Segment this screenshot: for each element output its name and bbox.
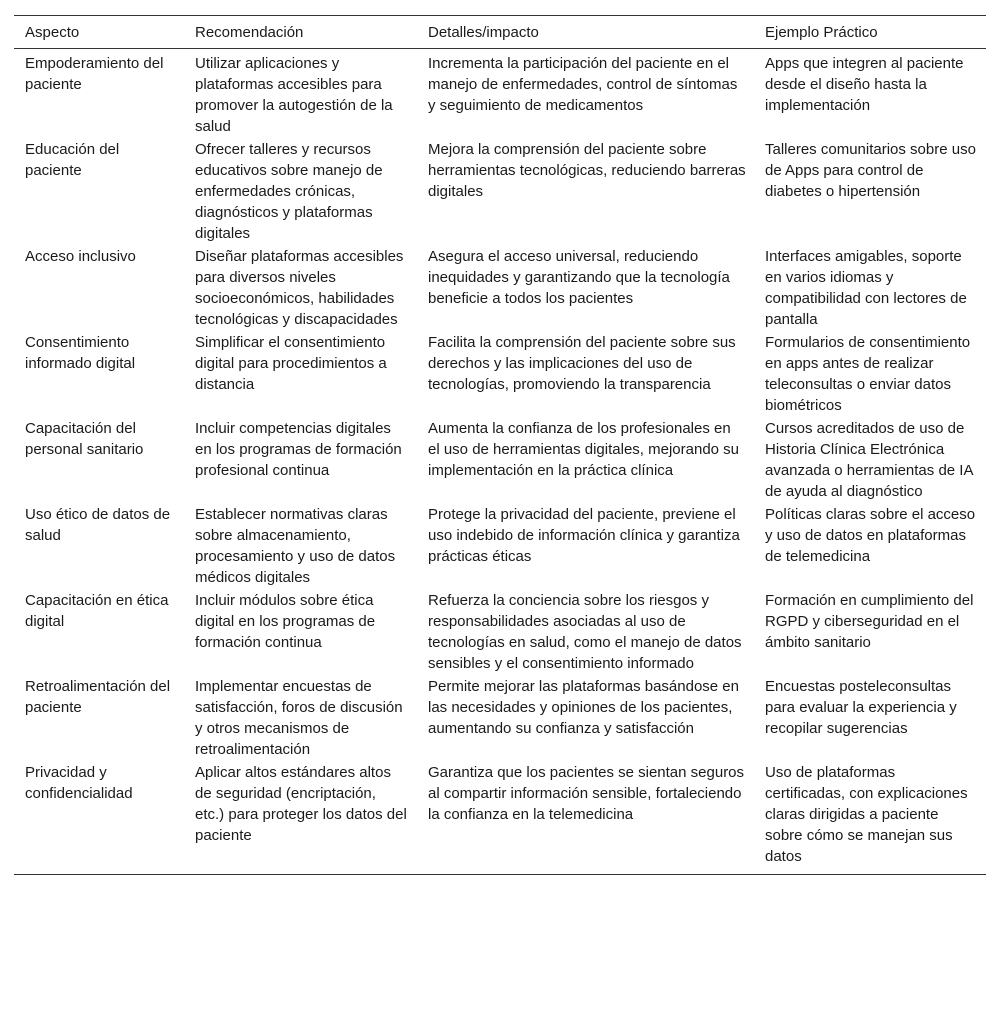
cell-aspecto: Capacitación en ética digital: [25, 592, 169, 630]
cell-ejemplo: Cursos acreditados de uso de Historia Clínica Electrónica avanzada o herramientas de IA de ayuda al diagnóstico: [765, 420, 973, 500]
cell-detalles: Permite mejorar las plataformas basándose en las necesidades y opiniones de los pacientes, aumentando su confianza y satisfacción: [428, 678, 739, 737]
header-aspecto: Aspecto: [14, 16, 184, 49]
header-row: [14, 16, 986, 49]
cell-recomendacion: Establecer normativas claras sobre almacenamiento, procesamiento y uso de datos médicos digitales: [195, 506, 396, 586]
cell-detalles: Aumenta la confianza de los profesionales en el uso de herramientas digitales, mejorando su implementación en la práctica clínica: [428, 420, 740, 479]
cell-recomendacion: Implementar encuestas de satisfacción, foros de discusión y otros mecanismos de retroalimentación: [195, 678, 403, 758]
cell-aspecto: Privacidad y confidencialidad: [14, 761, 184, 875]
table-row: [14, 675, 986, 761]
cell-detalles: Mejora la comprensión del paciente sobre herramientas tecnológicas, reduciendo barreras digitales: [428, 141, 746, 200]
cell-detalles: Protege la privacidad del paciente, previene el uso indebido de información clínica y garantiza prácticas éticas: [428, 506, 740, 565]
cell-aspecto: Acceso inclusivo: [25, 248, 136, 265]
table-row: [14, 761, 986, 875]
table-row: [14, 503, 986, 589]
cell-ejemplo: Formularios de consentimiento en apps antes de realizar teleconsultas o enviar datos biométricos: [765, 334, 971, 414]
cell-ejemplo: Interfaces amigables, soporte en varios idiomas y compatibilidad con lectores de pantalla: [765, 248, 967, 328]
cell-recomendacion: Incluir módulos sobre ética digital en los programas de formación continua: [195, 592, 376, 651]
cell-aspecto: Educación del paciente: [25, 141, 120, 179]
recommendations-table: [14, 15, 986, 875]
cell-recomendacion: Simplificar el consentimiento digital para procedimientos a distancia: [195, 334, 387, 393]
cell-aspecto: Capacitación del personal sanitario: [25, 420, 144, 458]
table-row: [14, 331, 986, 417]
cell-detalles: Garantiza que los pacientes se sientan seguros al compartir información sensible, fortaleciendo la confianza en la telemedicina: [417, 761, 754, 875]
cell-ejemplo: Talleres comunitarios sobre uso de Apps para control de diabetes o hipertensión: [765, 141, 976, 200]
cell-recomendacion: Ofrecer talleres y recursos educativos sobre manejo de enfermedades crónicas, diagnósticos y plataformas digitales: [195, 141, 383, 242]
table-header: [14, 16, 986, 49]
cell-ejemplo: Apps que integren al paciente desde el diseño hasta la implementación: [765, 55, 964, 114]
cell-detalles: Asegura el acceso universal, reduciendo inequidades y garantizando que la tecnología beneficie a todos los pacientes: [428, 248, 730, 307]
header-recomendacion: Recomendación: [184, 16, 417, 49]
cell-aspecto: Consentimiento informado digital: [25, 334, 136, 372]
table-row: [14, 245, 986, 331]
header-ejemplo: Ejemplo Práctico: [754, 16, 986, 49]
cell-aspecto: Empoderamiento del paciente: [25, 55, 164, 93]
cell-aspecto: Retroalimentación del paciente: [25, 678, 171, 716]
cell-aspecto: Uso ético de datos de salud: [25, 506, 171, 544]
cell-ejemplo: Políticas claras sobre el acceso y uso de datos en plataformas de telemedicina: [765, 506, 976, 565]
cell-recomendacion: Diseñar plataformas accesibles para diversos niveles socioeconómicos, habilidades tecnológicas y discapacidades: [195, 248, 404, 328]
cell-detalles: Incrementa la participación del paciente en el manejo de enfermedades, control de síntomas y seguimiento de medicamentos: [428, 55, 738, 114]
table-row: [14, 589, 986, 675]
table-row: [14, 138, 986, 245]
cell-ejemplo: Uso de plataformas certificadas, con explicaciones claras dirigidas a paciente sobre cómo se manejan sus datos: [754, 761, 986, 875]
cell-detalles: Refuerza la conciencia sobre los riesgos y responsabilidades asociadas al uso de tecnologías en salud, como el manejo de datos sensibles y el consentimiento informado: [428, 592, 742, 672]
cell-recomendacion: Utilizar aplicaciones y plataformas accesibles para promover la autogestión de la salud: [195, 55, 393, 135]
cell-recomendacion: Aplicar altos estándares altos de seguridad (encriptación, etc.) para proteger los datos del paciente: [184, 761, 417, 875]
cell-ejemplo: Formación en cumplimiento del RGPD y ciberseguridad en el ámbito sanitario: [765, 592, 974, 651]
table-row: [14, 417, 986, 503]
header-detalles: Detalles/impacto: [417, 16, 754, 49]
table-body: [14, 49, 986, 875]
table-row: [14, 49, 986, 139]
cell-detalles: Facilita la comprensión del paciente sobre sus derechos y las implicaciones del uso de tecnologías, promoviendo la transparencia: [428, 334, 736, 393]
cell-recomendacion: Incluir competencias digitales en los programas de formación profesional continua: [195, 420, 402, 479]
cell-ejemplo: Encuestas posteleconsultas para evaluar la experiencia y recopilar sugerencias: [765, 678, 957, 737]
